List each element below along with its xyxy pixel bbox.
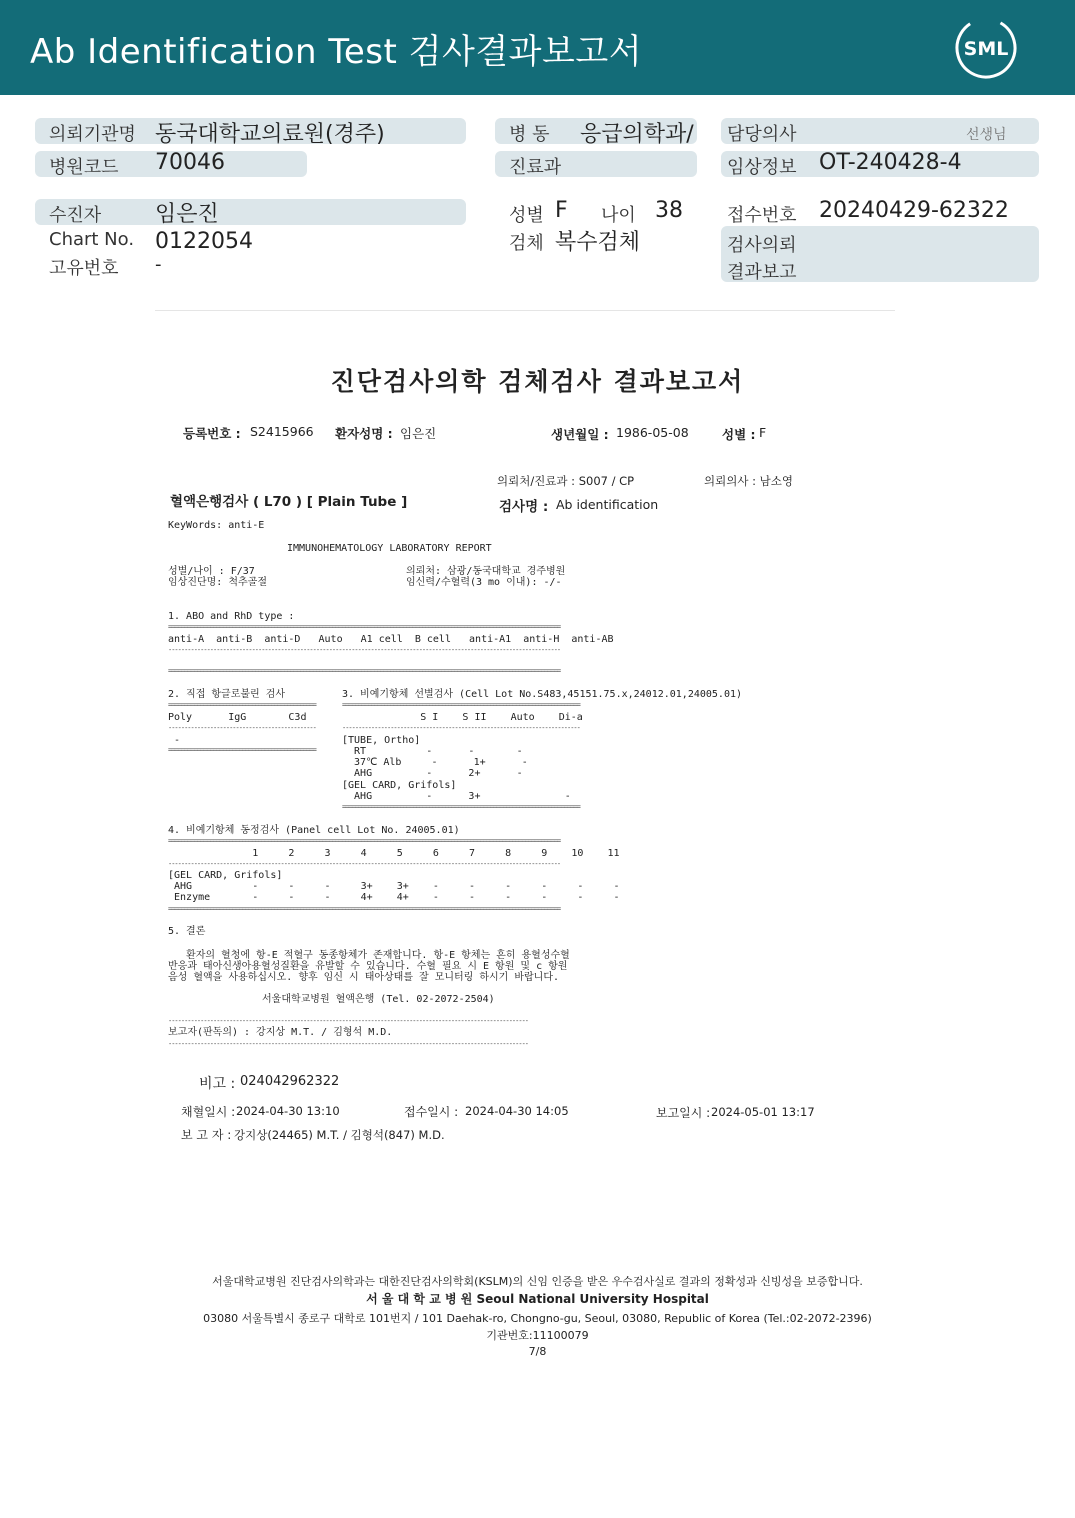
section4-row: AHG - - - 3+ 3+ - - - - - - — [168, 881, 620, 892]
section3-row: 37℃ Alb - 1+ - — [342, 757, 528, 768]
page-number: 7/8 — [528, 1345, 547, 1358]
request-label: 검사의뢰 — [727, 235, 797, 256]
test-group: 혈액은행검사 ( L70 ) [ Plain Tube ] — [170, 494, 408, 510]
separator: ========================================================================================================================== — [168, 838, 561, 845]
footer-institution-number: 기관번호:11100079 — [486, 1329, 589, 1342]
name-value: 임은진 — [400, 426, 437, 441]
ward-value: 응급의학과/ — [580, 122, 694, 147]
age-label: 나이 — [601, 205, 636, 226]
report-label: 결과보고 — [727, 262, 797, 283]
reporter-label: 보 고 자 : — [181, 1128, 232, 1142]
institution-label: 의뢰기관명 — [49, 124, 136, 145]
reporter-value: 강지상(24465) M.T. / 김형석(847) M.D. — [234, 1128, 445, 1142]
separator: ========================================================================================================================== — [168, 906, 561, 913]
dept-label: 진료과 — [509, 157, 562, 178]
unique-value: - — [155, 254, 162, 275]
test-name-label: 검사명 : — [499, 499, 549, 515]
separator: -------------------------------------------------------------------------------------------------------------------------- — [168, 647, 561, 654]
receipt-label: 접수번호 — [727, 205, 797, 226]
doc-sex-value: F — [759, 425, 767, 440]
sex-label: 성별 — [509, 205, 544, 226]
separator: -------------------------------------------------------------------------- — [342, 725, 580, 732]
reg-label: 등록번호 : — [183, 426, 241, 441]
patient-value: 임은진 — [155, 202, 219, 227]
separator: ---------------------------------------------------------------------------------------------------------------- — [168, 1041, 529, 1048]
receive-value: 2024-04-30 14:05 — [465, 1104, 569, 1118]
clinical-label: 임상정보 — [727, 157, 797, 178]
separator: ========================================================================== — [342, 702, 580, 709]
dob-value: 1986-05-08 — [616, 425, 689, 440]
patient-label: 수진자 — [49, 205, 102, 226]
separator: ============================================== — [168, 747, 316, 754]
section2-title: 2. 직접 항글로불린 검사 — [168, 689, 286, 700]
sex-age: 성별/나이 : F/37 — [168, 566, 255, 577]
separator: ========================================================================================================================== — [168, 668, 561, 675]
conclusion-line: 반응과 태아신생아용혈성질환을 유발할 수 있습니다. 수혈 필요 시 E 항원 및 c 항원 — [168, 961, 568, 972]
section5-title: 5. 결론 — [168, 926, 206, 937]
footer-hospital: 서 울 대 학 교 병 원 Seoul National University Hospital — [366, 1292, 709, 1306]
note-value: 024042962322 — [240, 1074, 340, 1089]
separator: ========================================================================== — [342, 804, 580, 811]
reg-value: S2415966 — [250, 424, 314, 439]
doc-sex-label: 성별 : — [722, 427, 756, 442]
keywords: KeyWords: anti-E — [168, 520, 265, 531]
lab-report-title: IMMUNOHEMATOLOGY LABORATORY REPORT — [287, 543, 492, 554]
collect-value: 2024-04-30 13:10 — [236, 1104, 340, 1118]
institution-value: 동국대학교의료원(경주) — [155, 122, 385, 147]
hospital-code-label: 병원코드 — [49, 157, 119, 178]
diagnosis: 임상진단명: 척추골절 — [168, 577, 267, 588]
bloodbank-contact: 서울대학교병원 혈액은행 (Tel. 02-2072-2504) — [262, 994, 495, 1005]
section3-header: S I S II Auto Di-a — [342, 712, 583, 723]
dob-label: 생년월일 : — [551, 427, 609, 442]
requester-dept: 의뢰처/진료과 : S007 / CP — [497, 474, 635, 488]
section1-title: 1. ABO and RhD type : — [168, 611, 295, 622]
requester-doctor: 의뢰의사 : 남소영 — [704, 474, 793, 488]
section3-row: [GEL CARD, Grifols] — [342, 780, 457, 791]
receipt-value: 20240429-62322 — [819, 198, 1009, 223]
separator: -------------------------------------------------------------------------------------------------------------------------- — [168, 861, 561, 868]
report-title: Ab Identification Test 검사결과보고서 — [30, 32, 643, 72]
conclusion-line: 환자의 혈청에 항-E 적혈구 동종항체가 존재합니다. 항-E 항체는 흔히 용혈성수혈 — [168, 950, 570, 961]
section4-row: [GEL CARD, Grifols] — [168, 870, 283, 881]
doctor-label: 담당의사 — [727, 124, 797, 145]
section2-value: - — [174, 735, 181, 746]
name-label: 환자성명 : — [335, 426, 393, 441]
section3-row: AHG - 3+ - — [342, 791, 571, 802]
test-name-value: Ab identification — [556, 497, 659, 512]
section3-row: [TUBE, Ortho] — [342, 735, 421, 746]
footer-certification: 서울대학교병원 진단검사의학과는 대한진단검사의학회(KSLM)의 신임 인증을 받은 우수검사실로 결과의 정확성과 신빙성을 보증합니다. — [212, 1275, 863, 1288]
report-time-value: 2024-05-01 13:17 — [711, 1105, 815, 1119]
doctor-suffix: 선생님 — [966, 127, 1007, 143]
request-from: 의뢰처: 삼광/동국대학교 경주병원 — [406, 566, 566, 577]
clinical-value: OT-240428-4 — [819, 150, 962, 175]
separator: ============================================== — [168, 702, 316, 709]
section1-header: anti-A anti-B anti-D Auto A1 cell B cell anti-A1 anti-H anti-AB — [168, 634, 614, 645]
divider — [155, 310, 895, 311]
pregnancy: 임신력/수혈력(3 mo 이내): -/- — [406, 577, 562, 588]
report-time-label: 보고일시 : — [656, 1106, 711, 1120]
section3-title: 3. 비예기항체 선별검사 (Cell Lot No.S483,45151.75.x,24012.01,24005.01) — [342, 689, 743, 700]
separator: ---------------------------------------------------------------------------------------------------------------- — [168, 1018, 529, 1025]
ward-label: 병 동 — [509, 124, 550, 145]
footer-address: 03080 서울특별시 종로구 대학로 101번지 / 101 Daehak-ro, Chongno-gu, Seoul, 03080, Republic of Korea (Tel.:02-2072-2396) — [203, 1312, 872, 1325]
unique-label: 고유번호 — [49, 258, 119, 279]
svg-text:SML: SML — [963, 38, 1009, 60]
note-label: 비고 : — [199, 1076, 236, 1092]
sml-logo — [953, 15, 1019, 81]
age-value: 38 — [655, 198, 683, 223]
section4-title: 4. 비예기항체 동정검사 (Panel cell Lot No. 24005.01) — [168, 825, 460, 836]
section3-row: RT - - - — [342, 746, 523, 757]
section2-header: Poly IgG C3d — [168, 712, 307, 723]
document-title: 진단검사의학 검체검사 결과보고서 — [330, 367, 745, 396]
specimen-label: 검체 — [509, 233, 544, 254]
separator: ========================================================================================================================== — [168, 624, 561, 631]
report-header — [0, 0, 1075, 95]
section3-row: AHG - 2+ - — [342, 768, 523, 779]
conclusion-line: 음성 혈액을 사용하십시오. 향후 임신 시 태아상태를 잘 모니터링 하시기 바랍니다. — [168, 972, 560, 983]
collect-label: 채혈일시 : — [181, 1105, 236, 1119]
specimen-value: 복수검체 — [555, 230, 641, 255]
receive-label: 접수일시 : — [404, 1105, 459, 1119]
section4-header: 1 2 3 4 5 6 7 8 9 10 11 — [168, 848, 620, 859]
sex-value: F — [555, 198, 568, 223]
chart-label: Chart No. — [49, 229, 135, 250]
hospital-code-value: 70046 — [155, 150, 225, 175]
reporter-line: 보고자(판독의) : 강지상 M.T. / 김형석 M.D. — [168, 1027, 393, 1038]
separator: ---------------------------------------------- — [168, 725, 316, 732]
section4-row: Enzyme - - - 4+ 4+ - - - - - - — [168, 892, 620, 903]
chart-value: 0122054 — [155, 229, 253, 254]
